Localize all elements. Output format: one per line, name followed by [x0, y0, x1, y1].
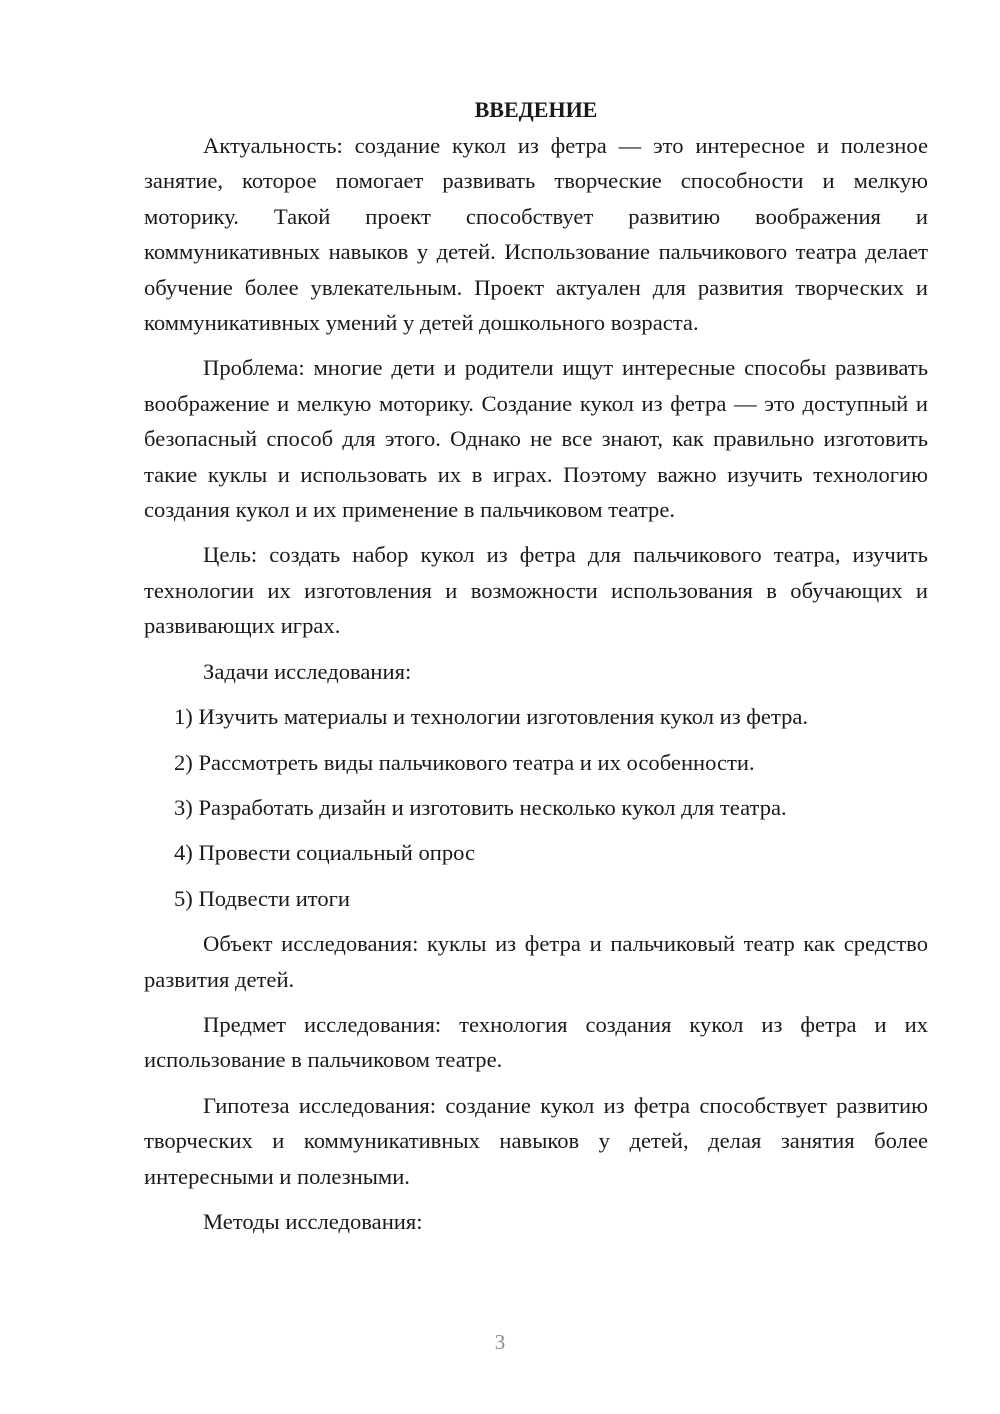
- paragraph-relevance: Актуальность: создание кукол из фетра — это интересное и полезное занятие, которое помогает развивать творческие способности и мелкую моторику. Такой проект способствует развитию воображения и коммуникативных навыков у детей. Использование пальчикового театра делает обучение более увлекательным. Проект актуален для развития творческих и коммуникативных умений у детей дошкольного возраста.: [144, 133, 928, 336]
- paragraph-object: Объект исследования: куклы из фетра и пальчиковый театр как средство развития детей.: [144, 931, 928, 992]
- list-item: 1) Изучить материалы и технологии изготовления кукол из фетра.: [174, 704, 809, 730]
- paragraph-goal: Цель: создать набор кукол из фетра для пальчикового театра, изучить технологии их изготовления и возможности использования в обучающих и развивающих играх.: [144, 542, 928, 639]
- page-content: [144, 92, 928, 1249]
- paragraph-problem: Проблема: многие дети и родители ищут интересные способы развивать воображение и мелкую моторику. Создание кукол из фетра — это доступный и безопасный способ для этого. Однако не все знают, как правильно изготовить такие куклы и использовать их в играх. Поэтому важно изучить технологию создания кукол и их применение в пальчиковом театре.: [144, 355, 928, 523]
- paragraph-hypothesis: Гипотеза исследования: создание кукол из фетра способствует развитию творческих и коммуникативных навыков у детей, делая занятия более интересными и полезными.: [144, 1092, 928, 1189]
- list-item: 2) Рассмотреть виды пальчикового театра и их особенности.: [174, 749, 755, 775]
- page-number: 3: [494, 1330, 506, 1354]
- list-item: 3) Разработать дизайн и изготовить несколько кукол для театра.: [174, 794, 787, 820]
- tasks-heading: Задачи исследования:: [203, 658, 412, 684]
- list-item: 4) Провести социальный опрос: [174, 840, 476, 866]
- methods-heading: Методы исследования:: [203, 1208, 423, 1234]
- tasks-list: [144, 699, 928, 916]
- page-title: ВВЕДЕНИЕ: [474, 97, 598, 122]
- list-item: 5) Подвести итоги: [174, 885, 351, 911]
- paragraph-subject: Предмет исследования: технология создания кукол из фетра и их использование в пальчиковом театре.: [144, 1011, 928, 1073]
